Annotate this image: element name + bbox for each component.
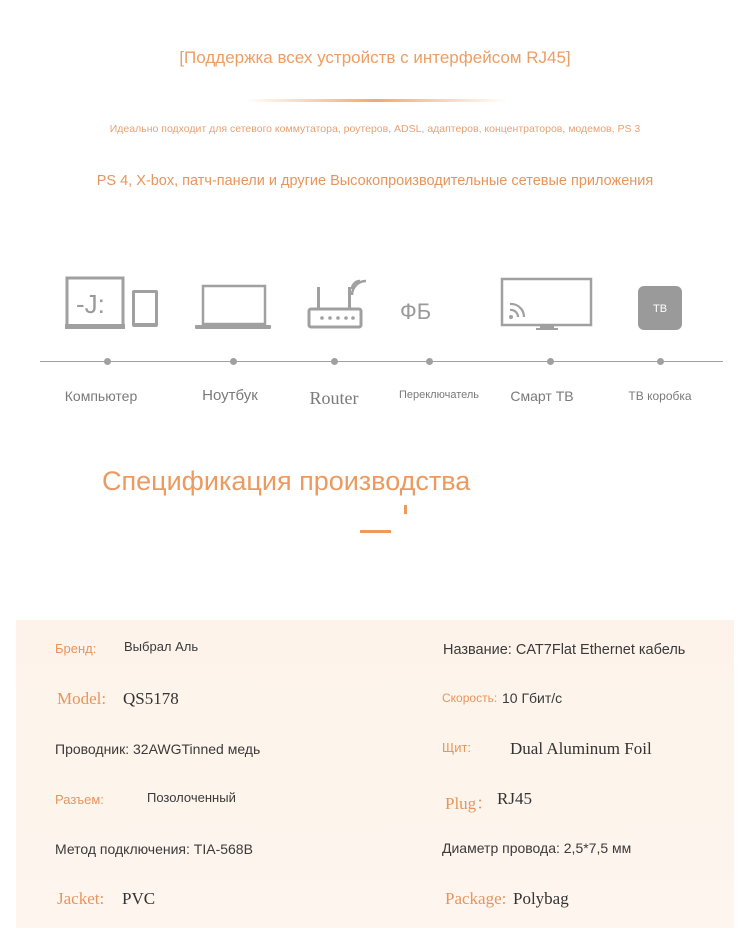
router-icon bbox=[306, 275, 370, 331]
laptop-icon bbox=[195, 284, 275, 330]
smart-tv-icon bbox=[500, 277, 594, 333]
speed-value: 10 Гбит/с bbox=[502, 690, 563, 706]
speed-key: Скорость: bbox=[442, 691, 498, 705]
header-description-line-2: PS 4, X-box, патч-панели и другие Высокопроизводительные сетевые приложения bbox=[96, 173, 654, 189]
timeline-dot bbox=[331, 358, 338, 365]
section-heading: Спецификация производства bbox=[102, 466, 471, 496]
shield-key: Щит: bbox=[442, 740, 472, 755]
device-label-tv-box: ТВ коробка bbox=[628, 389, 692, 403]
timeline-dot bbox=[230, 358, 237, 365]
package-key: Package: bbox=[445, 889, 507, 908]
device-label-smart-tv: Смарт ТВ bbox=[510, 388, 574, 404]
brand-key: Бренд: bbox=[55, 641, 97, 656]
timeline-dot bbox=[657, 358, 664, 365]
device-label-switch: Переключатель bbox=[398, 389, 480, 401]
header-description-line-1: Идеально подходит для сетевого коммутатора, роутеров, ADSL, адаптеров, концентраторов, модемов, PS 3 bbox=[109, 123, 641, 135]
brand-value: Выбрал Аль bbox=[124, 639, 199, 654]
computer-icon: -J: bbox=[62, 275, 162, 335]
device-compatibility-row bbox=[0, 265, 750, 425]
specifications-panel bbox=[16, 620, 734, 928]
plating-value: Позолоченный bbox=[147, 790, 236, 805]
switch-icon: ФБ bbox=[400, 299, 432, 324]
product-name: Название: CAT7Flat Ethernet кабель bbox=[443, 642, 686, 658]
model-key: Model: bbox=[57, 689, 107, 708]
header-divider bbox=[245, 99, 507, 102]
wire-diameter-spec: Диаметр провода: 2,5*7,5 мм bbox=[442, 840, 632, 856]
timeline-dot bbox=[426, 358, 433, 365]
plug-key: Plug： bbox=[445, 794, 494, 813]
heading-underline bbox=[360, 530, 391, 533]
header-title: [Поддержка всех устройств с интерфейсом RJ45] bbox=[179, 48, 571, 67]
tv-box-icon: ТВ bbox=[638, 286, 682, 330]
conductor-spec: Проводник: 32AWGTinned медь bbox=[55, 741, 261, 757]
jacket-value: PVC bbox=[122, 889, 156, 908]
device-label-laptop: Ноутбук bbox=[202, 387, 258, 404]
timeline-line bbox=[40, 361, 723, 362]
plating-key: Разъем: bbox=[55, 792, 104, 807]
device-label-computer: Компьютер bbox=[64, 388, 138, 404]
jacket-key: Jacket: bbox=[57, 889, 105, 908]
device-label-router: Router bbox=[309, 388, 359, 408]
timeline-dot bbox=[547, 358, 554, 365]
model-value: QS5178 bbox=[123, 689, 179, 708]
timeline-dot bbox=[104, 358, 111, 365]
heading-decoration bbox=[404, 505, 407, 514]
plug-value: RJ45 bbox=[497, 789, 532, 808]
wiring-method-spec: Метод подключения: TIA-568B bbox=[55, 841, 253, 857]
package-value: Polybag bbox=[513, 889, 569, 908]
shield-value: Dual Aluminum Foil bbox=[510, 739, 652, 758]
